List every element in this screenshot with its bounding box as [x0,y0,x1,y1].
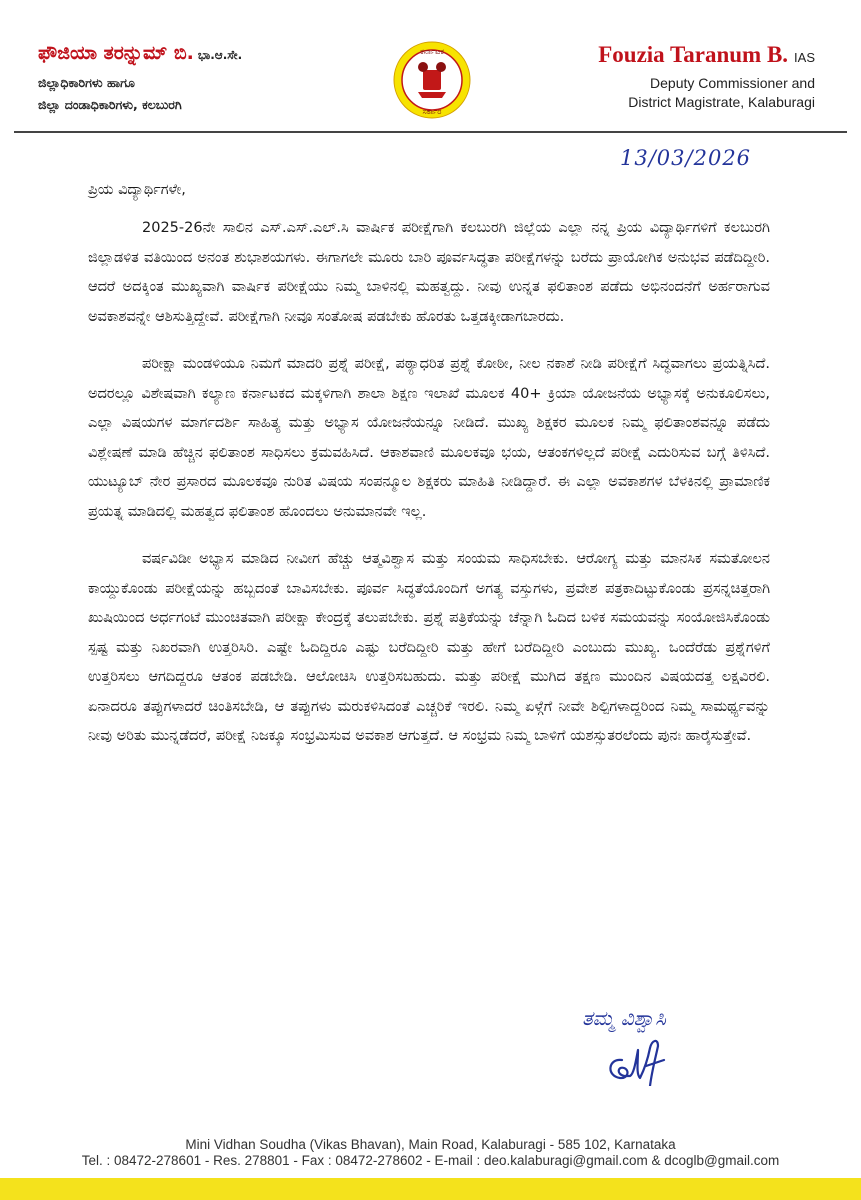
officer-name-kn-text: ಫೌಜಿಯಾ ತರನ್ನುಮ್ ಬಿ. [38,42,194,64]
officer-title-kannada [38,72,378,116]
header-english-block [485,42,815,112]
officer-title-en-line2: District Magistrate, Kalaburagi [628,94,815,110]
officer-title-en-line1: Deputy Commissioner and [650,75,815,91]
officer-suffix-kn: ಭಾ.ಆ.ಸೇ. [197,48,243,62]
officer-suffix-en: IAS [794,50,815,65]
footer-address: Mini Vidhan Soudha (Vikas Bhavan), Main Road, Kalaburagi - 585 102, Karnataka [185,1137,676,1152]
letter-body [88,214,770,770]
officer-name-kannada [38,42,378,64]
header-divider [14,131,847,133]
officer-title-kn-line1: ಜಿಲ್ಲಾಧಿಕಾರಿಗಳು ಹಾಗೂ [38,75,135,90]
footer-yellow-bar [0,1178,861,1200]
officer-title-english [485,74,815,112]
handwritten-date: 13/03/2026 [620,146,752,170]
paragraph-2: ಪರೀಕ್ಷಾ ಮಂಡಳಿಯೂ ನಿಮಗೆ ಮಾದರಿ ಪ್ರಶ್ನೆ ಪರೀಕ್ಷೆ, ಪಠ್ಯಾಧರಿತ ಪ್ರಶ್ನೆ ಕೋಠೀ, ನೀಲ ನಕಾಶೆ ನೀಡಿ ಪರೀಕ್ಷೆಗೆ ಸಿದ್ಧವಾಗಲು ಪ್ರಯತ್ನಿಸಿದೆ. ಅದರಲ್ಲೂ ವಿಶೇಷವಾಗಿ ಕಲ್ಯಾಣ ಕರ್ನಾಟಕದ ಮಕ್ಕಳಿಗಾಗಿ ಶಾಲಾ ಶಿಕ್ಷಣ ಇಲಾಖೆ ಮೂಲಕ 40+ ಕ್ರಿಯಾ ಯೋಜನೆಯ ಅಭ್ಯಾಸಕ್ಕೆ ಅನುಕೂಲಿಸಲು, ಎಲ್ಲಾ ವಿಷಯಗಳ ಮಾರ್ಗದರ್ಶಿ ಸಾಹಿತ್ಯ ಮತ್ತು ಅಭ್ಯಾಸ ಯೋಜನೆಯನ್ನೂ ನೀಡಿದೆ. ಮುಖ್ಯ ಶಿಕ್ಷಕರ ಮೂಲಕ ನಿಮ್ಮ ಫಲಿತಾಂಶವನ್ನೂ ಪಡೆದು ವಿಶ್ಲೇಷಣೆ ಮಾಡಿ ಹೆಚ್ಚಿನ ಫಲಿತಾಂಶ ಸಾಧಿಸಲು ಕ್ರಮವಹಿಸಿದೆ. ಆಕಾಶವಾಣಿ ಮೂಲಕವೂ ಭಯ, ಆತಂಕಗಳಿಲ್ಲದೆ ಪರೀಕ್ಷೆ ಎದುರಿಸುವ ಬಗ್ಗೆ ತಿಳಿಸಿದೆ. ಯುಟ್ಯೂಬ್ ನೇರ ಪ್ರಸಾರದ ಮೂಲಕವೂ ನುರಿತ ವಿಷಯ ಸಂಪನ್ಮೂಲ ಶಿಕ್ಷಕರು ಮಾಹಿತಿ ನೀಡಿದ್ದಾರೆ. ಈ ಎಲ್ಲಾ ಅವಕಾಶಗಳ ಬೆಳಕಿನಲ್ಲಿ ಪ್ರಾಮಾಣಿಕ ಪ್ರಯತ್ನ ಮಾಡಿದಲ್ಲಿ ಮಹತ್ವದ ಫಲಿತಾಂಶ ಹೊಂದಲು ಅನುಮಾನವೇ ಇಲ್ಲ. [88,356,770,520]
officer-name-en-text: Fouzia Taranum B. [598,42,789,67]
header-kannada-block [38,42,378,116]
salutation: ಪ್ರಿಯ ವಿದ್ಯಾರ್ಥಿಗಳೇ, [88,182,186,198]
emblem-text-bottom: ಸರ್ಕಾರ [422,107,442,116]
paragraph-3: ವರ್ಷವಿಡೀ ಅಭ್ಯಾಸ ಮಾಡಿದ ನೀವೀಗ ಹೆಚ್ಚು ಆತ್ಮವಿಶ್ವಾಸ ಮತ್ತು ಸಂಯಮ ಸಾಧಿಸಬೇಕು. ಆರೋಗ್ಯ ಮತ್ತು ಮಾನಸಿಕ ಸಮತೋಲನ ಕಾಯ್ದುಕೊಂಡು ಪರೀಕ್ಷೆಯನ್ನು ಹಬ್ಬದಂತೆ ಬಾವಿಸಬೇಕು. ಪೂರ್ವ ಸಿದ್ಧತೆಯೊಂದಿಗೆ ಅಗತ್ಯ ವಸ್ತುಗಳು, ಪ್ರವೇಶ ಪತ್ರಕಾದಿಟ್ಟುಕೊಂಡು ಪ್ರಸನ್ನಚಿತ್ತರಾಗಿ ಖುಷಿಯಿಂದ ಅರ್ಧಗಂಟೆ ಮುಂಚಿತವಾಗಿ ಪರೀಕ್ಷಾ ಕೇಂದ್ರಕ್ಕೆ ತಲುಪಬೇಕು. ಪ್ರಶ್ನೆ ಪತ್ರಿಕೆಯನ್ನು ಚೆನ್ನಾಗಿ ಓದಿದ ಬಳಿಕ ಸಮಯವನ್ನು ಸಂಯೋಜಿಸಿಕೊಂಡು ಸ್ಪಷ್ಟ ಮತ್ತು ನಿಖರವಾಗಿ ಉತ್ತರಿಸಿರಿ. ಎಷ್ಟೇ ಓದಿದ್ದಿರೂ ಎಷ್ಟು ಬರೆದಿದ್ದೀರಿ ಮತ್ತು ಹೇಗೆ ಬರೆದಿದ್ದೀರಿ ಎಂಬುದು ಮುಖ್ಯ. ಒಂದೆರೆಡು ಪ್ರಶ್ನೆಗಳಿಗೆ ಉತ್ತರಿಸಲು ಆಗದಿದ್ದರೂ ಆತಂಕ ಪಡಬೇಡಿ. ಆಲೋಚಿಸಿ ಉತ್ತರಿಸಬಹುದು. ಮತ್ತು ಪರೀಕ್ಷೆ ಮುಗಿದ ತಕ್ಷಣ ಮುಂದಿನ ವಿಷಯದತ್ತ ಲಕ್ಷವಿರಲಿ. ಏನಾದರೂ ತಪ್ಪುಗಳಾದರೆ ಚಿಂತಿಸಬೇಡಿ, ಆ ತಪ್ಪುಗಳು ಮರುಕಳಿಸಿದಂತೆ ಎಚ್ಚರಿಕೆ ಇರಲಿ. ನಿಮ್ಮ ಏಳ್ಗೆಗೆ ನೀವೇ ಶಿಲ್ಪಿಗಳಾದ್ದರಿಂದ ನಿಮ್ಮ ಸಾಮರ್ಥ್ಯವನ್ನು ನೀವು ಅರಿತು ಮುನ್ನಡೆದರೆ, ಪರೀಕ್ಷೆ ನಿಜಕ್ಕೂ ಸಂಭ್ರಮಿಸುವ ಅವಕಾಶ ಆಗುತ್ತದೆ. ಆ ಸಂಭ್ರಮ ನಿಮ್ಮ ಬಾಳಿಗೆ ಯಶಸ್ಸುತರಲೆಂದು ಪುನಃ ಹಾರೈಸುತ್ತೇವೆ. [88,551,770,744]
closing-handwritten: ತಮ್ಮ ವಿಶ್ವಾಸಿ [582,1006,666,1030]
emblem-text-top: ಕರ್ನಾಟಕ [420,47,444,56]
footer-contact: Tel. : 08472-278601 - Res. 278801 - Fax : 08472-278602 - E-mail : deo.kalaburagi@gmail.com & dcoglb@gmail.com [81,1153,780,1168]
karnataka-emblem-icon [392,40,472,120]
signature-icon [600,1030,690,1086]
officer-title-kn-line2: ಜಿಲ್ಲಾ ದಂಡಾಧಿಕಾರಿಗಳು, ಕಲಬುರಗಿ [38,97,182,112]
officer-name-english [485,42,815,68]
paragraph-1: 2025-26ನೇ ಸಾಲಿನ ಎಸ್.ಎಸ್.ಎಲ್.ಸಿ ವಾರ್ಷಿಕ ಪರೀಕ್ಷೆಗಾಗಿ ಕಲಬುರಗಿ ಜಿಲ್ಲೆಯ ಎಲ್ಲಾ ನನ್ನ ಪ್ರಿಯ ವಿದ್ಯಾರ್ಥಿಗಳಿಗೆ ಕಲಬುರಗಿ ಜಿಲ್ಲಾಡಳಿತ ವತಿಯಿಂದ ಅನಂತ ಶುಭಾಶಯಗಳು. ಈಗಾಗಲೇ ಮೂರು ಬಾರಿ ಪೂರ್ವಸಿದ್ಧತಾ ಪರೀಕ್ಷೆಗಳನ್ನು ಬರೆದು ಪ್ರಾಯೋಗಿಕ ಅನುಭವ ಪಡೆದಿದ್ದೀರಿ. ಆದರೆ ಅದಕ್ಕಿಂತ ಮುಖ್ಯವಾಗಿ ವಾರ್ಷಿಕ ಪರೀಕ್ಷೆಯು ನಿಮ್ಮ ಬಾಳಿನಲ್ಲಿ ಮಹತ್ವದ್ದು. ನೀವು ಉನ್ನತ ಫಲಿತಾಂಶ ಪಡೆದು ಅಭಿನಂದನೆಗೆ ಅರ್ಹರಾಗುವ ಅವಕಾಶವನ್ನೇ ಆಶಿಸುತ್ತಿದ್ದೇವೆ. ಪರೀಕ್ಷೆಗಾಗಿ ನೀವೂ ಸಂತೋಷ ಪಡಬೇಕು ಹೊರತು ಒತ್ತಡಕ್ಕೀಡಾಗಬಾರದು. [88,220,770,325]
